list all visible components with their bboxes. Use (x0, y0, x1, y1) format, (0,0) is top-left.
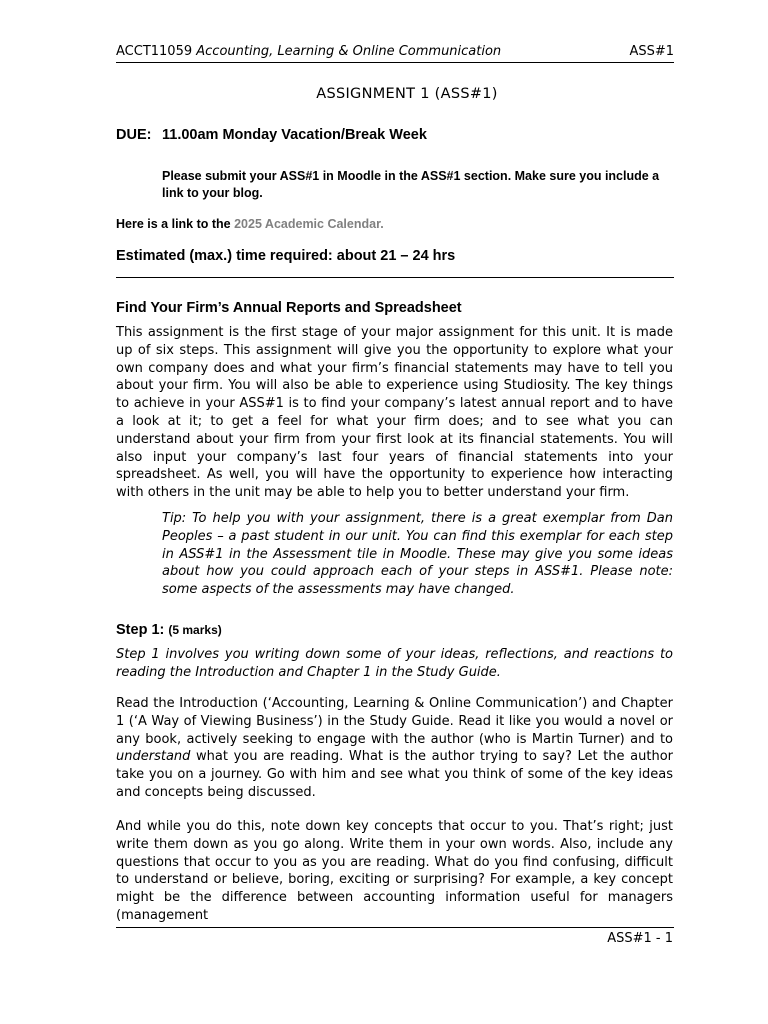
step1-marks: (5 marks) (168, 623, 222, 637)
step1-intro-block (116, 646, 673, 682)
course-title: Accounting, Learning & Online Communication (196, 44, 502, 59)
step1-paragraph1-block (116, 695, 673, 802)
header-course (116, 43, 501, 61)
step1-intro: Step 1 involves you writing down some of your ideas, reflections, and reactions to reading the Introduction and Chapter 1 in the Study Guide. (116, 647, 673, 680)
course-code: ACCT11059 (116, 44, 193, 59)
estimated-time: Estimated (max.) time required: about 21 – 24 hrs (116, 248, 456, 264)
submission-note-block (162, 168, 673, 202)
due-value: 11.00am Monday Vacation/Break Week (162, 127, 427, 143)
running-header (116, 43, 674, 61)
step1-paragraph1 (116, 695, 673, 802)
step1-label: Step 1: (116, 622, 165, 638)
header-assignment-tag: ASS#1 (629, 44, 674, 59)
submission-note: Please submit your ASS#1 in Moodle in the ASS#1 section. Make sure you include a link to your blog. (162, 169, 660, 200)
section-heading: Find Your Firm’s Annual Reports and Spreadsheet (116, 300, 462, 316)
para1-emphasis: understand (116, 749, 191, 765)
tip-block (162, 510, 673, 599)
step1-paragraph2-block (116, 818, 673, 925)
due-label: DUE: (116, 127, 152, 143)
assignment-title: ASSIGNMENT 1 (ASS#1) (316, 86, 498, 102)
tip-text: Tip: To help you with your assignment, there is a great exemplar from Dan Peoples – a past student in our unit. You can find this exemplar for each step in ASS#1 in the Assessment tile in Moodle. These may give you some ideas about how you could approach each of your steps in ASS#1. Please note: some aspects of the assessments may have changed. (162, 511, 673, 598)
page-footer (116, 930, 673, 948)
para1-before: Read the Introduction (‘Accounting, Learning & Online Communication’) and Chapter 1 (‘A Way of Viewing Business’) in the Study Guide. Read it like you would a novel or any book, actively seeking to engage with the author (who is Martin Turner) and to (116, 696, 673, 747)
page-number: ASS#1 - 1 (607, 931, 673, 946)
intro-paragraph: This assignment is the first stage of your major assignment for this unit. It is made up of six steps. This assignment will give you the opportunity to explore what your own company does and what your firm’s financial statements may have to tell you about your firm. You will also be able to experience using Studiosity. The key things to achieve in your ASS#1 is to find your company’s latest annual report and to have a look at it; to get a feel for what your firm does; and to see what you can understand about your firm from your first look at its financial statements. You will also input your company’s last four years of financial statements into your spreadsheet. As well, you will have the opportunity to experience how interacting with others in the unit may be able to help you to better understand your firm. (116, 325, 673, 501)
calendar-line (116, 216, 673, 233)
footer-rule (116, 927, 674, 928)
calendar-prefix: Here is a link to the (116, 217, 231, 231)
step1-paragraph2: And while you do this, note down key concepts that occur to you. That’s right; just write them down as you go along. Write them in your own words. Also, include any questions that occur to you as you are reading. What do you find confusing, difficult to understand or believe, boring, exciting or surprising? For example, a key concept might be the difference between accounting information useful for managers (management (116, 819, 673, 923)
academic-calendar-link[interactable]: 2025 Academic Calendar. (234, 217, 384, 231)
para1-after: what you are reading. What is the author trying to say? Let the author take you on a journey. Go with him and see what you think of some of the key ideas and concepts being discussed. (116, 749, 673, 800)
due-line (116, 126, 673, 144)
step1-heading (116, 621, 673, 639)
intro-paragraph-block (116, 324, 673, 502)
section-rule (116, 277, 674, 278)
header-rule (116, 62, 674, 63)
